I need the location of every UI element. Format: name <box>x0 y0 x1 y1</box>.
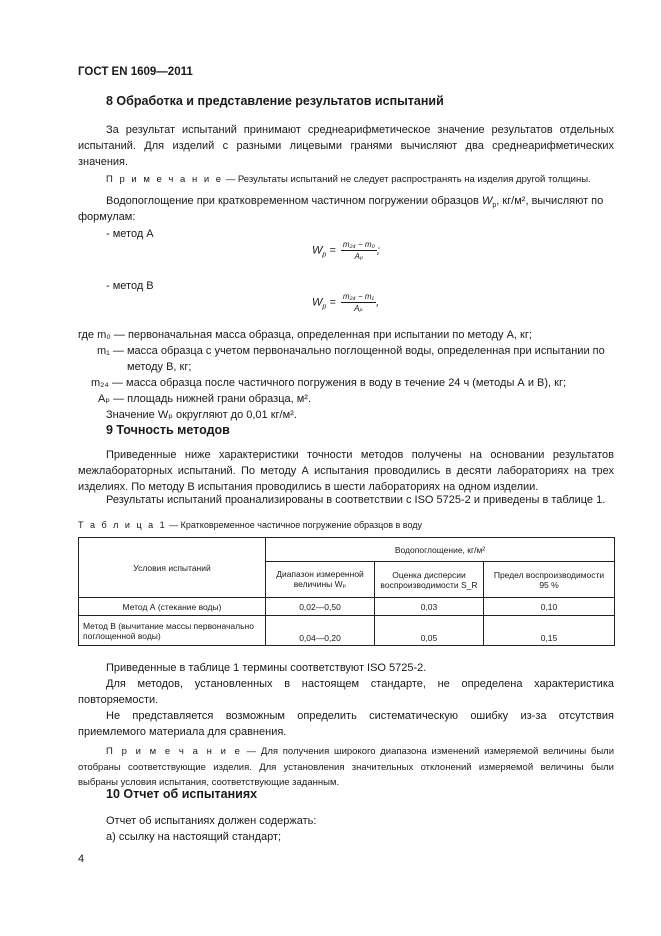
section-9-paragraph-5: Не представляется возможным определить систематическую ошибку из-за отсутствия приемлемого материала для сравнения. <box>78 710 614 738</box>
section-10-item-a: а) ссылку на настоящий стандарт; <box>106 831 282 843</box>
table-caption-text: — Кратковременное частичное погружение образцов в воду <box>166 520 423 530</box>
cell-range: 0,02—0,50 <box>266 598 375 616</box>
formula-end: ; <box>376 244 380 257</box>
fraction-denominator: Aₚ <box>354 252 364 261</box>
formula-b-fraction <box>341 292 376 313</box>
section-8-paragraph-2-cont: формулам: <box>78 211 136 223</box>
cell-limit: 0,10 <box>484 598 615 616</box>
section-9-paragraph-1: Приведенные ниже характеристики точности методов получены на основании результатов межлабораторных испытаний. По методу А испытания проводились в десяти лабораториях на трех изделиях. По методу В испытания проводились в шести лабораториях на одном изделии. <box>78 449 614 493</box>
table-caption-label: Т а б л и ц а 1 <box>78 520 167 530</box>
header-limit: Предел воспроизводимости 95 % <box>484 562 615 598</box>
method-a-label: - метод А <box>106 228 154 240</box>
where-m1-cont: методу В, кг; <box>127 361 192 373</box>
note-text: — Результаты испытаний не следует распространять на изделия другой толщины. <box>223 174 591 185</box>
section-8-paragraph-1: За результат испытаний принимают среднеарифметическое значение результатов отдельных испытаний. Для изделий с разными лицевыми гранями вычисляют два среднеарифметических значения. <box>78 124 614 168</box>
results-table <box>78 537 615 646</box>
paragraph-text-end: , кг/м², вычисляют по <box>496 195 604 207</box>
formula-lhs: W <box>312 244 323 257</box>
where-ap: Aₚ — площадь нижней грани образца, м². <box>98 393 312 405</box>
variable-w: W <box>481 195 493 207</box>
rounding-rule: Значение Wₚ округляют до 0,01 кг/м². <box>106 409 297 421</box>
formula-a: $W_p$ = $\frac{\text{m₂₄ − m₀}}{\text{Aₚ}}$ ; <box>312 240 380 261</box>
where-m24: m₂₄ — масса образца после частичного погружения в воду в течение 24 ч (методы А и В), кг; <box>91 377 567 389</box>
cell-sr: 0,03 <box>375 598 484 616</box>
variable-subscript: p <box>492 202 497 210</box>
header-range: Диапазон измеренной величины Wₚ <box>266 562 375 598</box>
section-8-title: 8 Обработка и представление результатов испытаний <box>106 94 444 108</box>
cell-sr: 0,05 <box>375 616 484 646</box>
formula-lhs: W <box>312 296 323 309</box>
note-label: П р и м е ч а н и е <box>106 746 242 757</box>
document-header: ГОСТ EN 1609—2011 <box>78 66 193 78</box>
table-row <box>79 598 615 616</box>
section-9-paragraph-4: Для методов, установленных в настоящем стандарте, не определена характеристика повторяемости. <box>78 678 614 706</box>
header-water-absorption: Водопоглощение, кг/м² <box>266 538 615 562</box>
section-9-paragraph-2: Результаты испытаний проанализированы в соответствии с ISO 5725-2 и приведены в таблице 1. <box>106 494 606 506</box>
table-caption <box>78 520 422 530</box>
section-9-note <box>78 744 614 791</box>
note-label: П р и м е ч а н и е <box>106 174 224 185</box>
formula-b: $W_p$ = $\frac{\text{m₂₄ − m₁}}{\text{Aₚ}}$ , <box>312 292 380 313</box>
formula-a-fraction <box>341 240 377 261</box>
where-m0: где m₀ — первоначальная масса образца, определенная при испытании по методу А, кг; <box>78 329 532 341</box>
table-row <box>79 616 615 646</box>
section-10-title: 10 Отчет об испытаниях <box>106 787 258 801</box>
cell-conditions: Метод В (вычитание массы первоначально поглощенной воды) <box>79 616 266 646</box>
header-conditions: Условия испытаний <box>79 538 266 598</box>
fraction-denominator: Aₚ <box>354 304 363 313</box>
fraction-numerator: m₂₄ − m₁ <box>342 292 375 301</box>
cell-limit: 0,15 <box>484 616 615 646</box>
section-9-title: 9 Точность методов <box>106 423 230 437</box>
cell-range: 0,04—0,20 <box>266 616 375 646</box>
page-number: 4 <box>78 853 85 865</box>
header-sr: Оценка дисперсии воспроизводимости S_R <box>375 562 484 598</box>
section-10-paragraph-1: Отчет об испытаниях должен содержать: <box>106 815 317 827</box>
paragraph-text: Водопоглощение при кратковременном частичном погружении образцов <box>106 195 482 207</box>
where-m1: m₁ — масса образца с учетом первоначально поглощенной воды, определенная при испытании по <box>97 345 605 357</box>
cell-conditions: Метод А (стекание воды) <box>79 598 266 616</box>
section-8-note <box>106 172 614 188</box>
section-9-paragraph-3: Приведенные в таблице 1 термины соответствуют ISO 5725-2. <box>106 662 427 674</box>
formula-end: , <box>376 296 380 309</box>
method-b-label: - метод В <box>106 280 154 292</box>
fraction-numerator: m₂₄ − m₀ <box>342 240 375 249</box>
section-8-paragraph-2 <box>106 193 603 214</box>
note-text: — Для получения широкого диапазона изменений измеряемой величины были отобраны соответствующие изделия. Для установления значительных отклонений измеряемой величины были выбраны условия испытания, соответствующие заданным. <box>78 746 614 788</box>
